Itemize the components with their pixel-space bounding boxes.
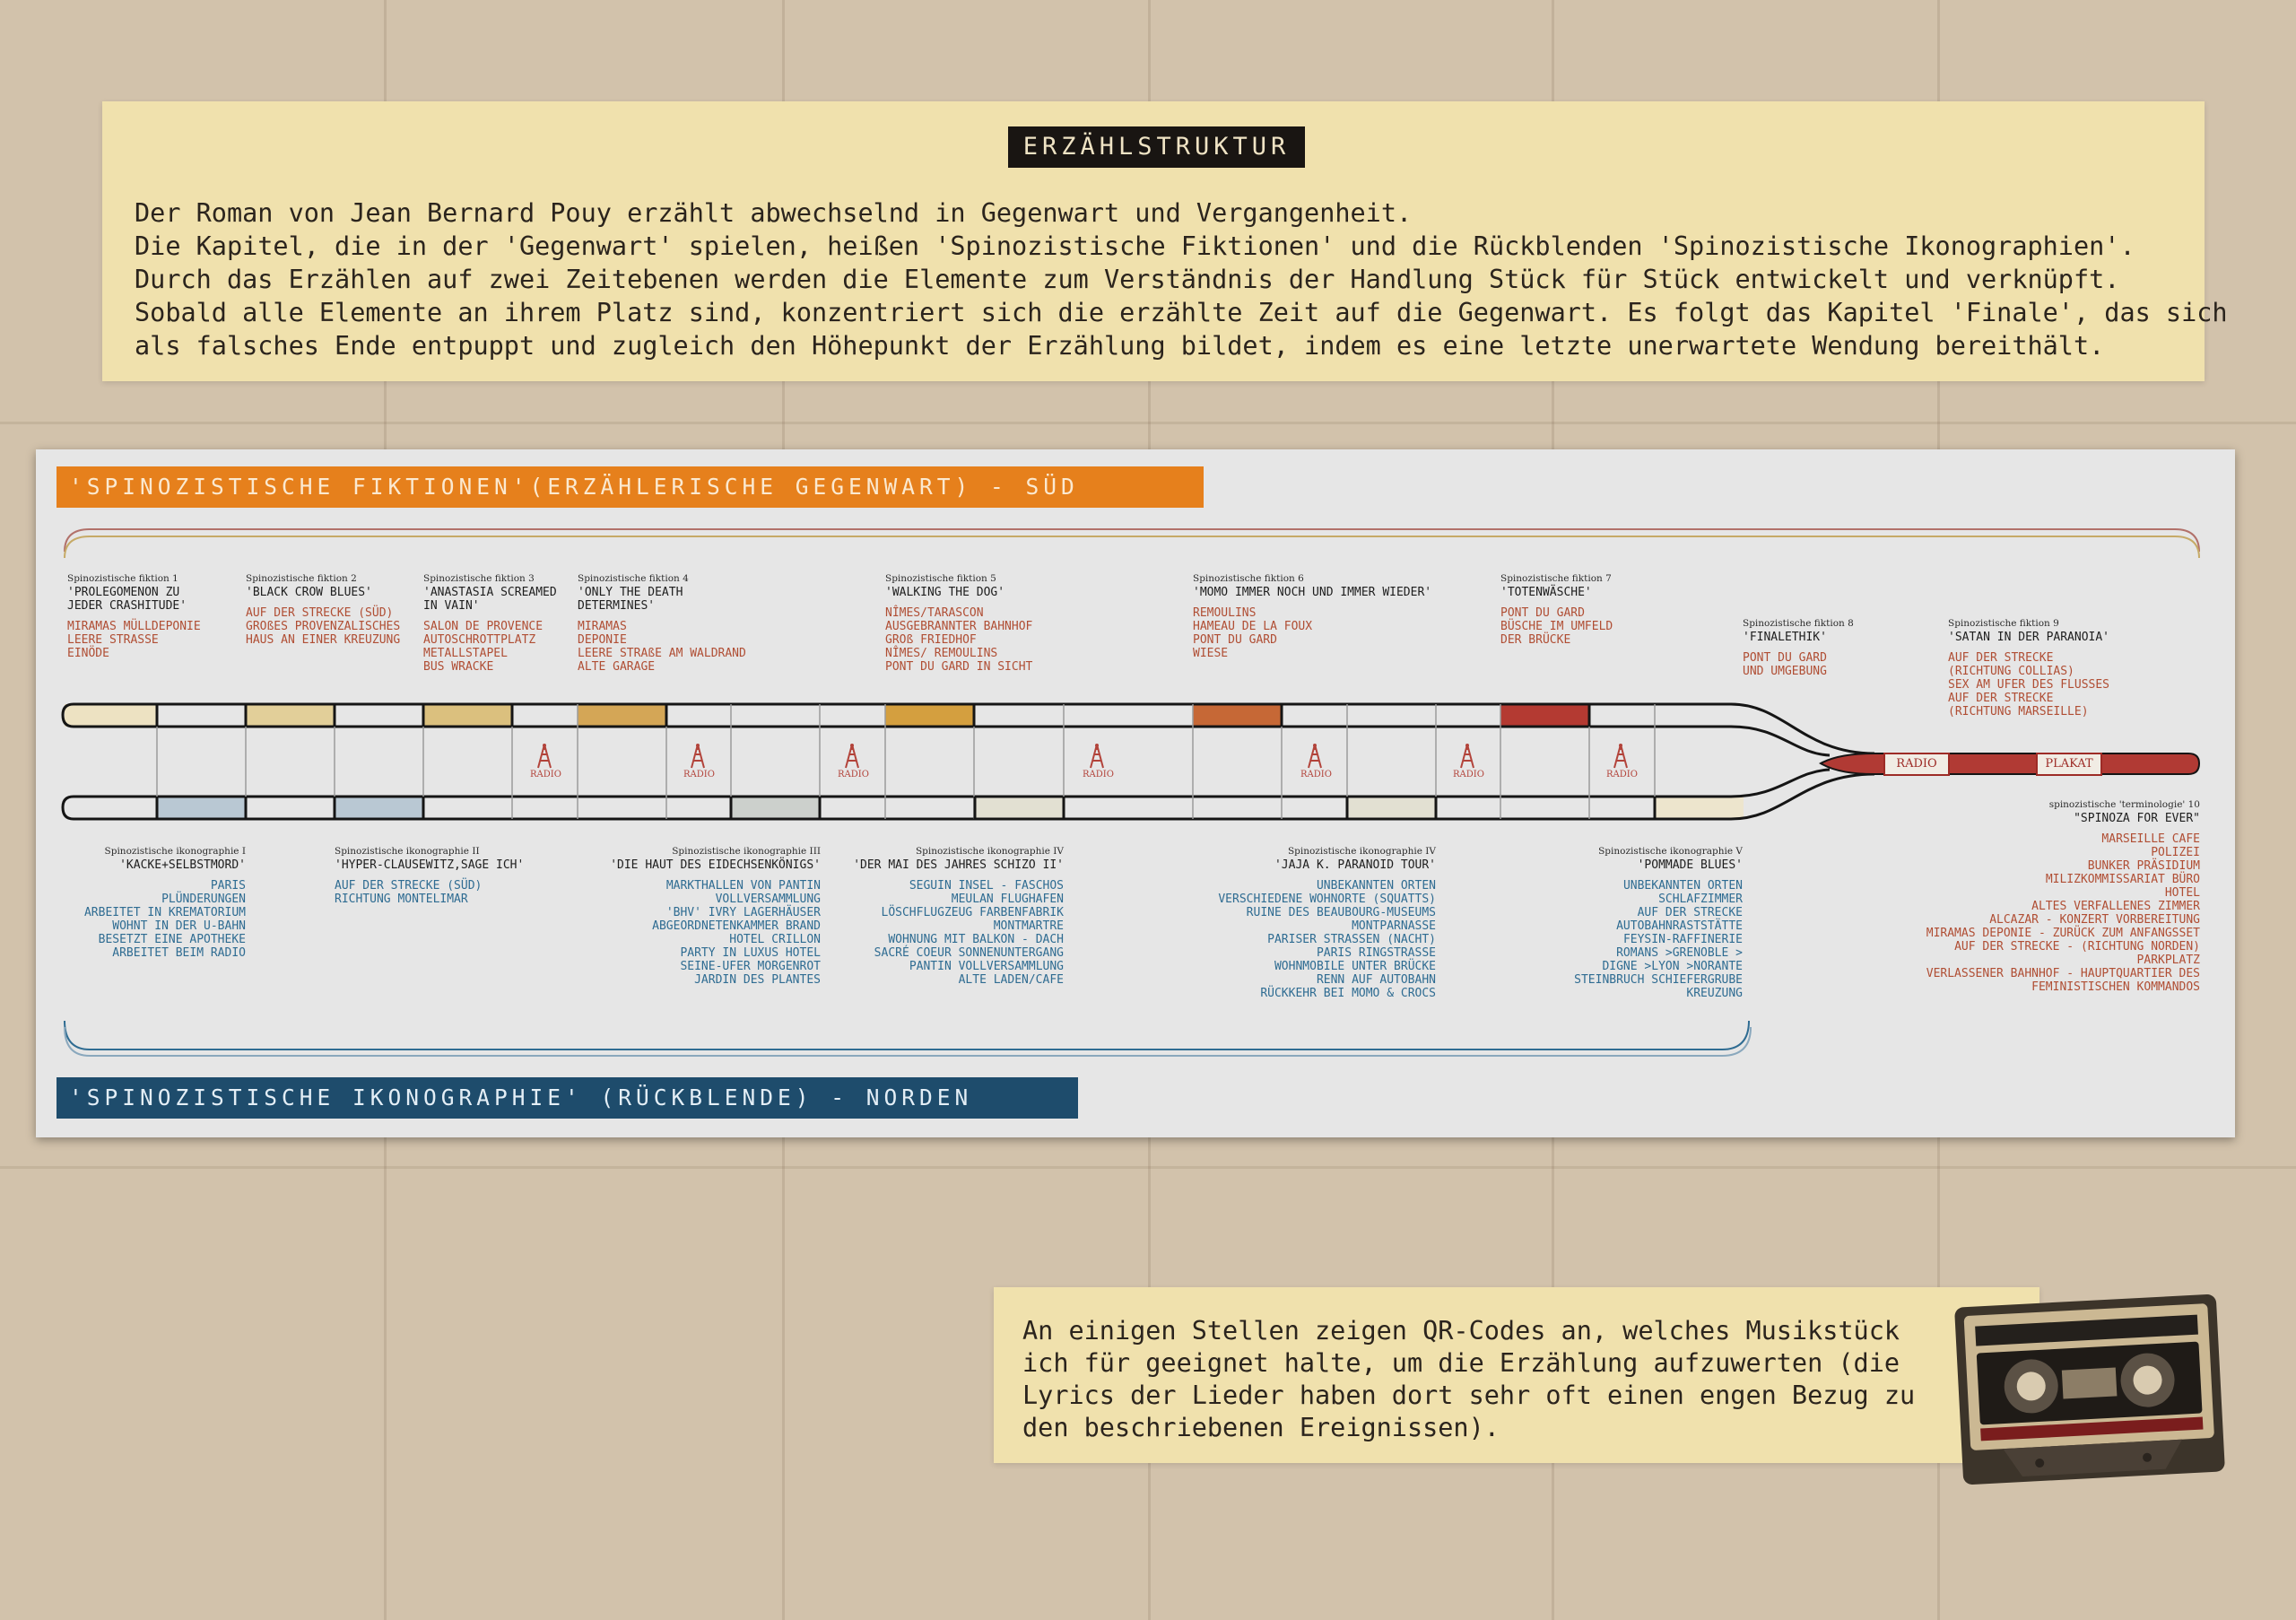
bottom-track-segment	[1347, 797, 1436, 819]
place: RÜCKKEHR BEI MOMO & CROCS	[1260, 987, 1436, 1000]
ikonographie-label	[65, 845, 246, 960]
place: MILIZKOMMISSARIAT BÜRO	[2045, 873, 2200, 886]
chapter-kicker: Spinozistische fiktion 9	[1948, 618, 2059, 629]
chapter-title: 'POMMADE BLUES'	[1637, 858, 1743, 872]
place: PARISER STRASSEN (NACHT)	[1267, 933, 1436, 946]
chapter-title: 'FINALETHIK'	[1743, 631, 1827, 644]
place: PARIS	[210, 879, 246, 893]
place: (RICHTUNG MARSEILLE)	[1948, 705, 2089, 719]
place: BÜSCHE IM UMFELD	[1500, 620, 1613, 633]
place: RUINE DES BEAUBOURG-MUSEUMS	[1246, 906, 1436, 919]
intro-line: Sobald alle Elemente an ihrem Platz sind, konzentriert sich die erzählte Zeit auf die Gegenwart. Es folgt das Kapitel 'Finale', das sich	[135, 298, 2228, 327]
place: AUTOSCHROTTPLATZ	[423, 633, 536, 647]
place: PLÜNDERUNGEN	[161, 893, 246, 906]
place: HOTEL CRILLON	[729, 933, 821, 946]
place: NÎMES/TARASCON	[885, 606, 984, 620]
place: BUNKER PRÄSIDIUM	[2087, 859, 2200, 873]
chapter-kicker: Spinozistische fiktion 8	[1743, 618, 1854, 629]
chapter-title: 'KACKE+SELBSTMORD'	[119, 858, 246, 872]
place: AUF DER STRECKE	[1948, 692, 2054, 705]
bottom-track-segment	[1655, 797, 1744, 819]
chapter-title: JEDER CRASHITUDE'	[67, 599, 187, 613]
place: PANTIN VOLLVERSAMMLUNG	[909, 960, 1064, 973]
place: MARSEILLE CAFE	[2101, 832, 2200, 846]
place: PONT DU GARD	[1193, 633, 1277, 647]
place: BESETZT EINE APOTHEKE	[98, 933, 246, 946]
place: DIGNE >LYON >NORANTE	[1602, 960, 1743, 973]
radio-label: RADIO	[1606, 770, 1638, 780]
chapter-title: 'ANASTASIA SCREAMED	[423, 586, 557, 599]
place: UNBEKANNTEN ORTEN	[1622, 879, 1743, 893]
place: MEULAN FLUGHAFEN	[951, 893, 1064, 906]
fiktion-label	[423, 572, 557, 674]
top-track-segment	[1193, 704, 1282, 727]
chapter-title: 'SATAN IN DER PARANOIA'	[1948, 631, 2110, 644]
fiktion-label	[1948, 617, 2109, 719]
outro-line: ich für geeignet halte, um die Erzählung aufzuwerten (die	[1022, 1348, 1900, 1378]
fiktion-label	[885, 572, 1032, 674]
chapter-title: 'BLACK CROW BLUES'	[246, 586, 372, 599]
place: RENN AUF AUTOBAHN	[1316, 973, 1436, 987]
place: SACRÉ COEUR SONNENUNTERGANG	[874, 946, 1064, 960]
bottom-track	[63, 797, 1731, 819]
top-track-segment	[246, 704, 335, 727]
chapter-kicker: Spinozistische ikonographie V	[1598, 846, 1743, 857]
radio-tower-icon	[530, 743, 559, 780]
radio-tower-icon	[1453, 743, 1482, 780]
place: PARTY IN LUXUS HOTEL	[680, 946, 821, 960]
top-track-segment	[1500, 704, 1589, 727]
place: PONT DU GARD	[1500, 606, 1585, 620]
radio-label: RADIO	[1453, 770, 1484, 780]
top-brace	[65, 536, 2199, 558]
fiktionen-band: 'SPINOZISTISCHE FIKTIONEN'(ERZÄHLERISCHE GEGENWART) - SÜD	[57, 466, 1204, 508]
chapter-kicker: Spinozistische ikonographie III	[672, 846, 821, 857]
place: AUF DER STRECKE	[1948, 651, 2054, 665]
merge-curve	[1731, 727, 1830, 755]
place: VERSCHIEDENE WOHNORTE (SQUATTS)	[1218, 893, 1436, 906]
place: BUS WRACKE	[423, 660, 494, 674]
chapter-title: 'TOTENWÄSCHE'	[1500, 586, 1592, 599]
place: FEYSIN-RAFFINERIE	[1622, 933, 1743, 946]
place: LEERE STRASSE	[67, 633, 159, 647]
merge-curve	[1731, 774, 1874, 819]
intro-line: Die Kapitel, die in der 'Gegenwart' spielen, heißen 'Spinozistische Fiktionen' und die Rückblenden 'Spinozistische Ikonographien'.	[135, 231, 2135, 261]
top-track-segment	[423, 704, 512, 727]
intro-line: Der Roman von Jean Bernard Pouy erzählt abwechselnd in Gegenwart und Vergangenheit.	[135, 198, 1413, 228]
place: PARIS RINGSTRASSE	[1316, 946, 1436, 960]
track-tag-radio: RADIO	[1883, 753, 1950, 776]
place: MIRAMAS	[578, 620, 627, 633]
place: SEX AM UFER DES FLUSSES	[1948, 678, 2110, 692]
chapter-title: 'DIE HAUT DES EIDECHSENKÖNIGS'	[610, 858, 821, 872]
place: MONTMARTRE	[993, 919, 1064, 933]
chapter-kicker: spinozistische 'terminologie' 10	[2048, 799, 2200, 810]
radio-tower-icon	[1300, 743, 1332, 780]
top-track-segment	[578, 704, 666, 727]
chapter-title: 'MOMO IMMER NOCH UND IMMER WIEDER'	[1193, 586, 1432, 599]
place: ABGEORDNETENKAMMER BRAND	[652, 919, 821, 933]
place: ALTE GARAGE	[578, 660, 656, 674]
place: NÎMES/ REMOULINS	[885, 647, 998, 660]
bottom-track-segment	[157, 797, 246, 819]
place: AUF DER STRECKE - (RICHTUNG NORDEN)	[1954, 940, 2200, 954]
place: LÖSCHFLUGZEUG FARBENFABRIK	[881, 906, 1064, 919]
ikonographie-label	[1184, 845, 1436, 1000]
place: MIRAMAS DEPONIE - ZURÜCK ZUM ANFANGSSET	[1926, 927, 2200, 940]
chapter-kicker: Spinozistische ikonographie IV	[915, 846, 1064, 857]
place: MARKTHALLEN VON PANTIN	[665, 879, 821, 893]
place: EINÖDE	[67, 647, 109, 660]
place: KREUZUNG	[1686, 987, 1743, 1000]
place: (RICHTUNG COLLIAS)	[1948, 665, 2074, 678]
place: LEERE STRAßE AM WALDRAND	[578, 647, 746, 660]
place: AUF DER STRECKE (SÜD)	[335, 879, 483, 893]
place: WOHNMOBILE UNTER BRÜCKE	[1274, 960, 1436, 973]
place: JARDIN DES PLANTES	[694, 973, 821, 987]
chapter-title: 'HYPER-CLAUSEWITZ,SAGE ICH'	[335, 858, 525, 872]
place: VOLLVERSAMMLUNG	[715, 893, 821, 906]
radio-tower-icon	[1083, 743, 1114, 780]
fiktion-label	[246, 572, 400, 647]
place: MONTPARNASSE	[1352, 919, 1436, 933]
place: AUF DER STRECKE (SÜD)	[246, 606, 394, 620]
place: SEGUIN INSEL - FASCHOS	[909, 879, 1064, 893]
place: STEINBRUCH SCHIEFERGRUBE	[1574, 973, 1743, 987]
bottom-brace	[65, 1021, 1749, 1050]
chapter-kicker: Spinozistische fiktion 4	[578, 573, 689, 584]
place: AUSGEBRANNTER BAHNHOF	[885, 620, 1033, 633]
ikonographie-label	[825, 845, 1064, 987]
radio-label: RADIO	[683, 770, 715, 780]
radio-label: RADIO	[1300, 770, 1332, 780]
place: HOTEL	[2164, 886, 2200, 900]
chapter-title: 'DER MAI DES JAHRES SCHIZO II'	[853, 858, 1064, 872]
chapter-kicker: Spinozistische fiktion 2	[246, 573, 357, 584]
outro-line: den beschriebenen Ereignissen).	[1022, 1413, 1500, 1442]
place: AUTOBAHNRASTSTÄTTE	[1616, 919, 1743, 933]
bottom-track-segment	[731, 797, 820, 819]
radio-tower-icon	[838, 743, 869, 780]
place: ALTES VERFALLENES ZIMMER	[2031, 900, 2200, 913]
bottom-track-segment	[975, 797, 1064, 819]
outro-line: An einigen Stellen zeigen QR-Codes an, welches Musikstück	[1022, 1316, 1900, 1346]
radio-label: RADIO	[1083, 770, 1114, 780]
place: UNBEKANNTEN ORTEN	[1316, 879, 1436, 893]
chapter-kicker: Spinozistische fiktion 1	[67, 573, 178, 584]
top-brace	[65, 529, 2199, 552]
intro-line: als falsches Ende entpuppt und zugleich den Höhepunkt der Erzählung bildet, indem es eine letzte unerwartete Wendung bereithält.	[135, 331, 2105, 361]
chapter-kicker: Spinozistische fiktion 7	[1500, 573, 1612, 584]
ikonographie-label	[1538, 845, 1743, 1000]
fiktion-label	[1743, 617, 1854, 678]
place: PONT DU GARD	[1743, 651, 1827, 665]
place: RICHTUNG MONTELIMAR	[335, 893, 468, 906]
chapter-kicker: Spinozistische ikonographie IV	[1287, 846, 1436, 857]
place: ARBEITET IN KREMATORIUM	[83, 906, 246, 919]
place: PONT DU GARD IN SICHT	[885, 660, 1033, 674]
fiktion-label	[1193, 572, 1431, 660]
top-track-segment	[65, 704, 157, 727]
chapter-title: IN VAIN'	[423, 599, 480, 613]
place: WOHNUNG MIT BALKON - DACH	[888, 933, 1064, 946]
qr-note-text	[1022, 1315, 1928, 1444]
chapter-title: 'WALKING THE DOG'	[885, 586, 1005, 599]
fiktion-label	[67, 572, 201, 660]
place: ARBEITET BEIM RADIO	[112, 946, 246, 960]
track-tag-plakat: PLAKAT	[2036, 753, 2102, 776]
place: HAMEAU DE LA FOUX	[1193, 620, 1313, 633]
ikonographie-label	[574, 845, 821, 987]
terminologie-label	[1866, 798, 2200, 994]
chapter-kicker: Spinozistische fiktion 6	[1193, 573, 1304, 584]
outro-line: Lyrics der Lieder haben dort sehr oft einen engen Bezug zu	[1022, 1380, 1916, 1410]
place: MIRAMAS MÜLLDEPONIE	[67, 620, 201, 633]
top-track-segment	[885, 704, 974, 727]
chapter-title: 'ONLY THE DEATH	[578, 586, 683, 599]
place: GROßES PROVENZALISCHES	[246, 620, 401, 633]
place: UND UMGEBUNG	[1743, 665, 1827, 678]
radio-label: RADIO	[530, 770, 561, 780]
chapter-kicker: Spinozistische fiktion 5	[885, 573, 996, 584]
place: SCHLAFZIMMER	[1658, 893, 1743, 906]
merge-curve	[1731, 770, 1830, 797]
ikonographie-band: 'SPINOZISTISCHE IKONOGRAPHIE' (RÜCKBLENDE) - NORDEN	[57, 1077, 1078, 1119]
place: DER BRÜCKE	[1500, 633, 1571, 647]
section-title-tag: ERZÄHLSTRUKTUR	[1008, 126, 1305, 168]
chapter-title: "SPINOZA FOR EVER"	[2074, 812, 2200, 825]
place: WIESE	[1193, 647, 1229, 660]
bottom-brace	[65, 1027, 1751, 1056]
place: ALCAZAR - KONZERT VORBEREITUNG	[1989, 913, 2200, 927]
chapter-kicker: Spinozistische ikonographie II	[335, 846, 480, 857]
cassette-tape-icon	[1951, 1290, 2229, 1488]
place: FEMINISTISCHEN KOMMANDOS	[2031, 980, 2200, 994]
place: 'BHV' IVRY LAGERHÄUSER	[665, 906, 821, 919]
fiktion-label	[578, 572, 746, 674]
chapter-kicker: Spinozistische ikonographie I	[104, 846, 246, 857]
place: WOHNT IN DER U-BAHN	[112, 919, 246, 933]
chapter-kicker: Spinozistische fiktion 3	[423, 573, 535, 584]
place: POLIZEI	[2151, 846, 2200, 859]
place: PARKPLATZ	[2136, 954, 2200, 967]
place: SEINE-UFER MORGENROT	[680, 960, 821, 973]
place: ALTE LADEN/CAFE	[958, 973, 1064, 987]
place: METALLSTAPEL	[423, 647, 508, 660]
radio-label: RADIO	[838, 770, 869, 780]
fiktion-label	[1500, 572, 1613, 647]
ikonographie-label	[335, 845, 524, 906]
bottom-track-segment	[335, 797, 423, 819]
place: DEPONIE	[578, 633, 627, 647]
place: ROMANS >GRENOBLE >	[1616, 946, 1743, 960]
place: GROß FRIEDHOF	[885, 633, 977, 647]
final-track	[1821, 753, 2199, 774]
place: SALON DE PROVENCE	[423, 620, 544, 633]
radio-tower-icon	[1606, 743, 1638, 780]
place: REMOULINS	[1193, 606, 1257, 620]
place: VERLASSENER BAHNHOF - HAUPTQUARTIER DES	[1926, 967, 2200, 980]
chapter-title: DETERMINES'	[578, 599, 656, 613]
chapter-title: 'PROLEGOMENON ZU	[67, 586, 180, 599]
chapter-title: 'JAJA K. PARANOID TOUR'	[1274, 858, 1436, 872]
place: AUF DER STRECKE	[1637, 906, 1743, 919]
radio-tower-icon	[683, 743, 715, 780]
place: HAUS AN EINER KREUZUNG	[246, 633, 401, 647]
intro-line: Durch das Erzählen auf zwei Zeitebenen werden die Elemente zum Verständnis der Handlung Stück für Stück entwickelt und verknüpft.	[135, 265, 2120, 294]
